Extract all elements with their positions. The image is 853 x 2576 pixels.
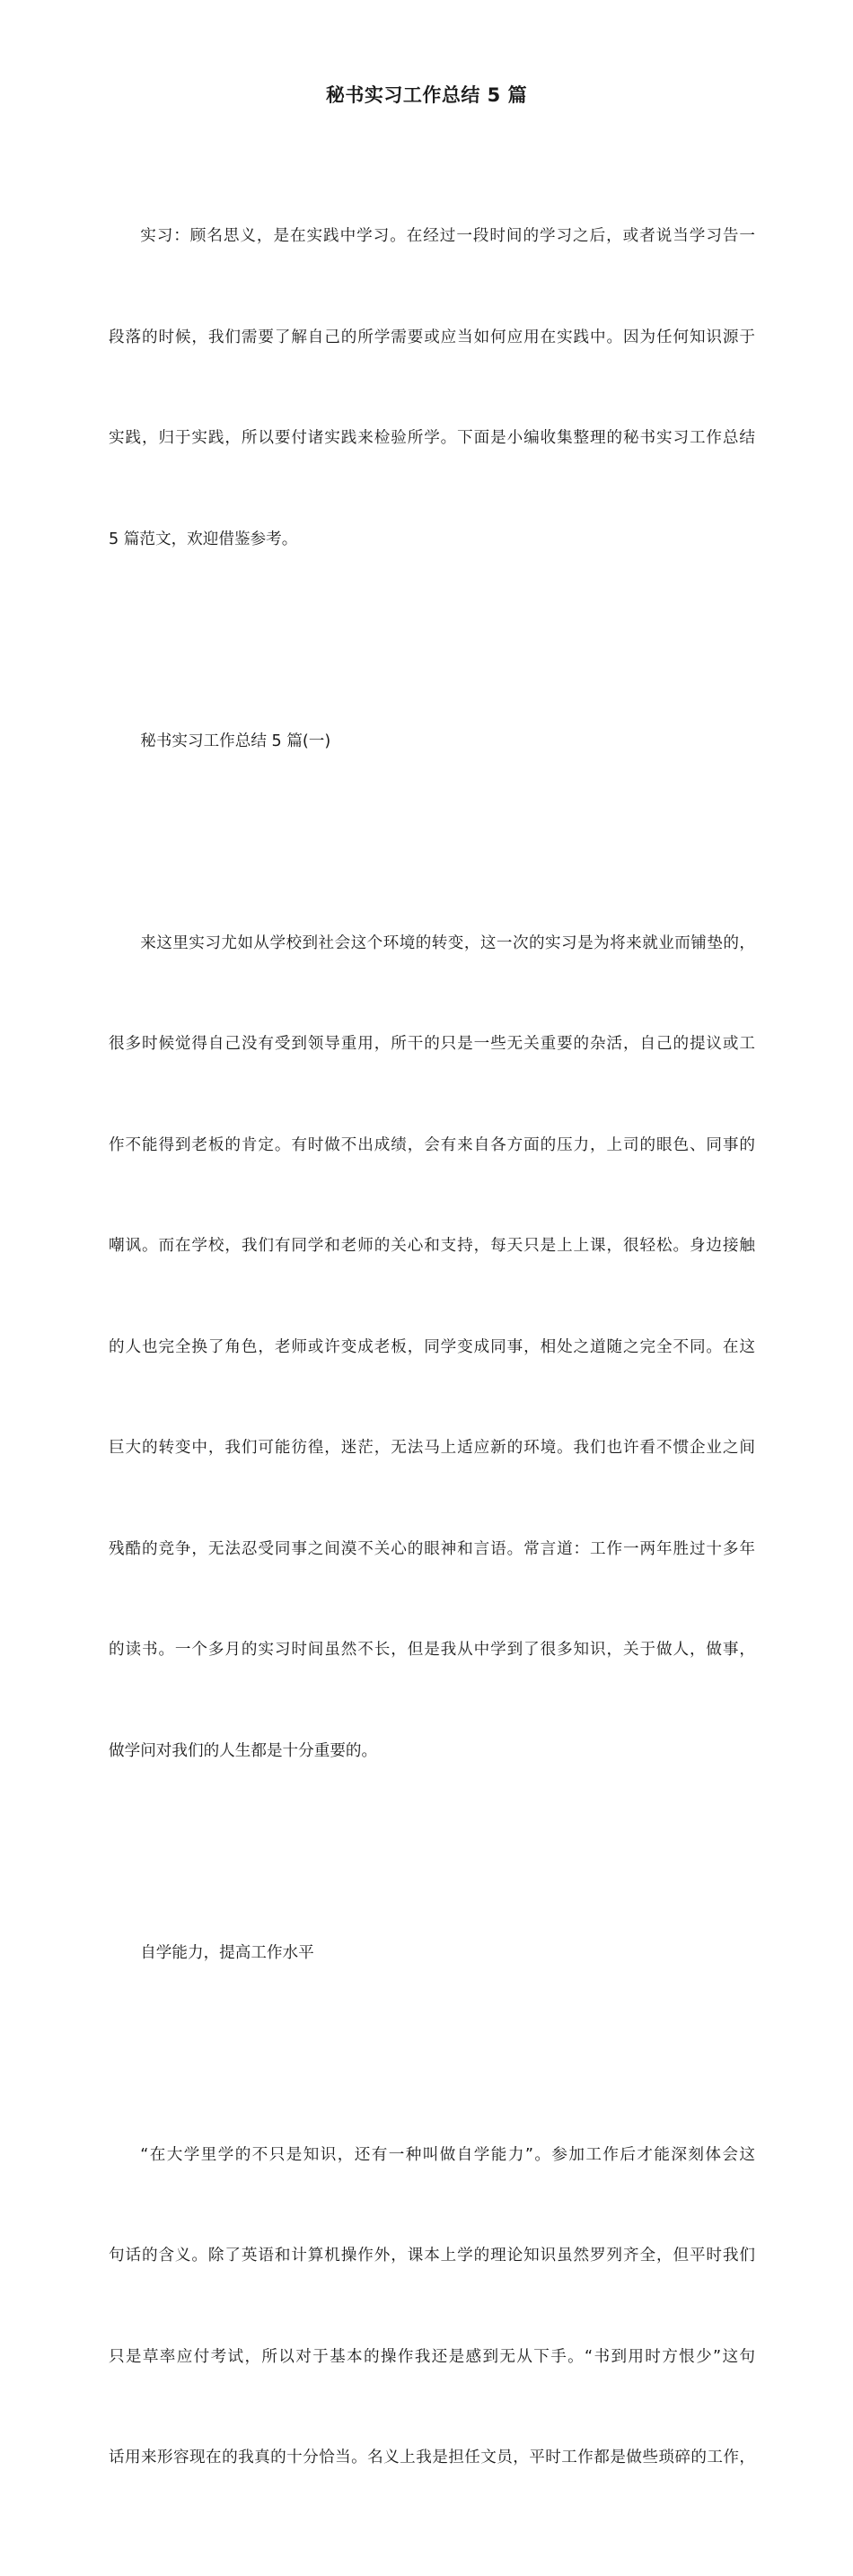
- intro-paragraph: [109, 153, 755, 624]
- text-line: 话用来形容现在的我真的十分恰当。名义上我是担任文员，平时工作都是做些琐碎的工作，: [109, 2449, 755, 2466]
- text-line: 巨大的转变中，我们可能彷徨，迷茫，无法马上适应新的环境。我们也许看不惯企业之间: [109, 1439, 755, 1457]
- text-line: 段落的时候，我们需要了解自己的所学需要或应当如何应用在实践中。因为任何知识源于: [109, 328, 755, 346]
- text-line: 秘书实习工作总结 5 篇(一): [140, 732, 331, 750]
- text-line: 的读书。一个多月的实习时间虽然不长，但是我从中学到了很多知识，关于做人，做事，: [109, 1641, 755, 1659]
- text-line: 嘲讽。而在学校，我们有同学和老师的关心和支持，每天只是上上课，很轻松。身边接触: [109, 1237, 755, 1255]
- text-line: 自学能力，提高工作水平: [140, 1943, 314, 1962]
- text-line: 实践，归于实践，所以要付诸实践来检验所学。下面是小编收集整理的秘书实习工作总结: [109, 429, 755, 447]
- document-body: [109, 153, 755, 2576]
- text-line: 实习：顾名思义，是在实践中学习。在经过一段时间的学习之后，或者说当学习告一: [140, 227, 755, 245]
- self-study-paragraph: [109, 2072, 755, 2543]
- text-line: “在大学里学的不只是知识，还有一种叫做自学能力”。参加工作后才能深刻体会这: [140, 2145, 755, 2164]
- text-line: 的人也完全换了角色，老师或许变成老板，同学变成同事，相处之道随之完全不同。在这: [109, 1337, 755, 1356]
- subheading-self-study: [109, 1870, 755, 2038]
- text-line: 句话的含义。除了英语和计算机操作外，课本上学的理论知识虽然罗列齐全，但平时我们: [109, 2247, 755, 2265]
- text-line: 很多时候觉得自己没有受到领导重用，所干的只是一些无关重要的杂活，自己的提议或工: [109, 1035, 755, 1053]
- text-line: 残酷的竞争，无法忍受同事之间漠不关心的眼神和言语。常言道：工作一两年胜过十多年: [109, 1539, 755, 1558]
- section-1-paragraph: [109, 860, 755, 1836]
- document-title: 秘书实习工作总结 5 篇: [325, 84, 528, 106]
- text-line: 做学问对我们的人生都是十分重要的。: [109, 1741, 378, 1760]
- text-line: 来这里实习尤如从学校到社会这个环境的转变，这一次的实习是为将来就业而铺垫的，: [140, 933, 755, 952]
- section-heading-1: [109, 658, 755, 827]
- text-line: 作不能得到老板的肯定。有时做不出成绩，会有来自各方面的压力，上司的眼色、同事的: [109, 1135, 755, 1154]
- text-line: 只是草率应付考试，所以对于基本的操作我还是感到无从下手。“书到用时方恨少”这句: [109, 2347, 755, 2366]
- text-line: 5 篇范文，欢迎借鉴参考。: [109, 530, 298, 548]
